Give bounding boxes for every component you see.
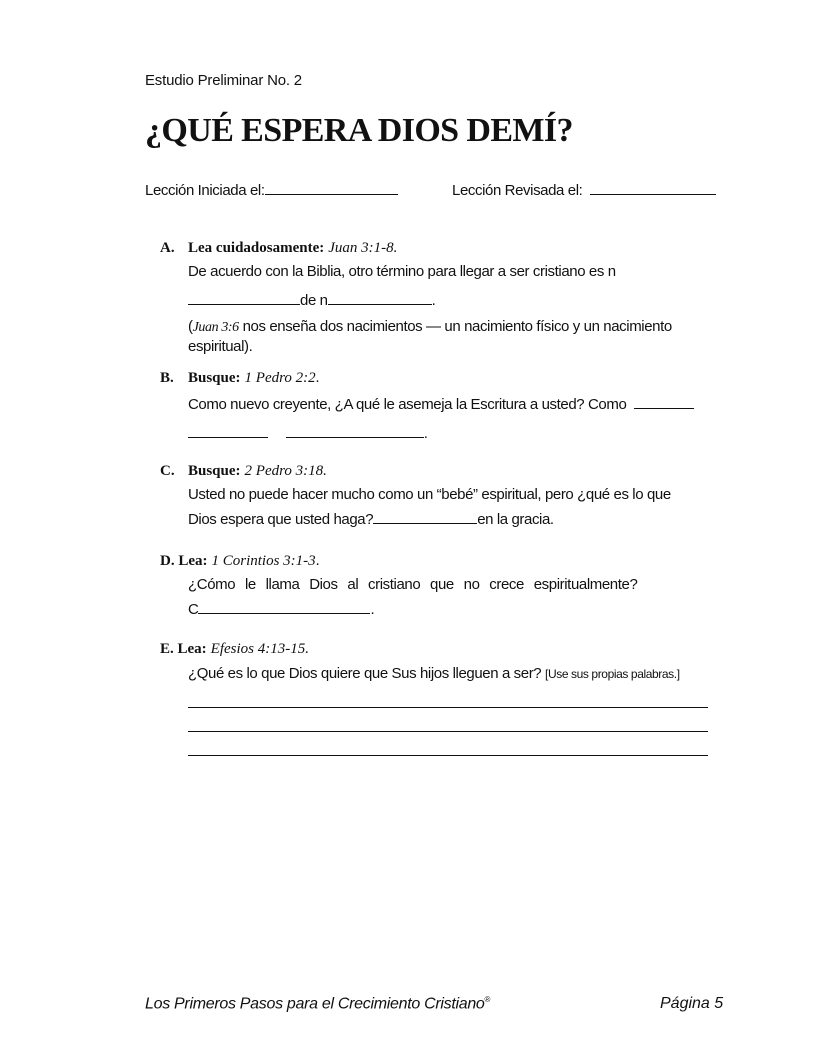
lesson-started-row [145, 180, 398, 199]
answer-blank[interactable] [188, 290, 300, 305]
answer-line[interactable] [188, 731, 708, 732]
page-number: Página 5 [660, 995, 724, 1012]
answer-blank[interactable] [634, 394, 694, 409]
section-c-heading [160, 463, 730, 480]
ref-period: . [315, 370, 320, 386]
section-b-heading [160, 370, 730, 387]
section-a [160, 240, 730, 356]
section-verb: Busque: [188, 463, 241, 479]
section-c-question: Usted no puede hacer mucho como un “bebé” espiritual, pero ¿qué es lo que [188, 486, 671, 503]
answer-period: . [431, 292, 436, 309]
question-text: ¿Qué es lo que Dios quiere que Sus hijos lleguen a ser? [188, 665, 542, 682]
section-letter: C. [160, 463, 175, 479]
section-a-note [188, 317, 730, 356]
lesson-revised-label: Lección Revisada el: [452, 182, 583, 199]
page-title: ¿QUÉ ESPERA DIOS DEMÍ? [145, 112, 573, 149]
section-verb: D. Lea: [160, 553, 208, 569]
answer-prefix: C [188, 601, 199, 618]
section-b-answer-row [188, 423, 730, 443]
answer-suffix: en la gracia. [477, 511, 554, 528]
section-c [160, 463, 730, 529]
section-verb: E. Lea: [160, 641, 207, 657]
study-subtitle: Estudio Preliminar No. 2 [145, 72, 302, 89]
instruction-note: [Use sus propias palabras.] [545, 667, 680, 681]
registered-mark: ® [484, 995, 491, 1004]
section-d-answer-row [188, 599, 730, 619]
section-b [160, 370, 730, 443]
section-letter: B. [160, 370, 174, 386]
answer-line[interactable] [188, 707, 708, 708]
section-b-question [188, 394, 730, 414]
section-d-heading [160, 553, 730, 570]
answer-blank[interactable] [373, 509, 477, 524]
lesson-revised-row [452, 180, 716, 199]
answer-blank[interactable] [286, 423, 424, 438]
section-e [160, 641, 730, 684]
section-d [160, 553, 730, 619]
scripture-reference: Juan 3:6 [192, 320, 239, 335]
question-text: Como nuevo creyente, ¿A qué le asemeja la Escritura a usted? Como [188, 396, 627, 413]
answer-period: . [423, 425, 428, 442]
section-a-heading [160, 240, 730, 257]
section-e-heading [160, 641, 730, 658]
lesson-revised-blank[interactable] [590, 180, 716, 195]
lesson-started-label: Lección Iniciada el: [145, 182, 265, 199]
answer-blank[interactable] [328, 290, 432, 305]
section-a-question: De acuerdo con la Biblia, otro término para llegar a ser cristiano es n [188, 263, 616, 280]
note-text: nos enseña dos nacimientos — un nacimiento físico y un nacimiento espiritual). [188, 318, 672, 355]
section-e-question [188, 664, 730, 684]
scripture-reference: 1 Pedro 2:2 [244, 370, 316, 386]
paren-open: ( [188, 318, 193, 335]
question-text: Dios espera que usted haga? [188, 511, 374, 528]
book-title: Los Primeros Pasos para el Crecimiento Cristiano [145, 995, 485, 1013]
section-d-question: ¿Cómo le llama Dios al cristiano que no crece espiritualmente? [188, 576, 638, 593]
scripture-reference: 2 Pedro 3:18. [244, 463, 327, 479]
footer-book-title [145, 995, 490, 1013]
section-a-answer-row [188, 290, 730, 310]
lesson-started-blank[interactable] [265, 180, 398, 195]
section-verb: Lea cuidadosamente: [188, 240, 325, 256]
scripture-reference: 1 Corintios 3:1-3 [211, 553, 316, 569]
section-verb: Busque: [188, 370, 241, 386]
section-c-answer-row [188, 509, 730, 529]
answer-blank[interactable] [198, 599, 370, 614]
scripture-reference: Efesios 4:13-15. [210, 641, 309, 657]
answer-period: . [370, 601, 375, 618]
ref-period: . [315, 553, 320, 569]
scripture-reference: Juan 3:1-8. [328, 240, 398, 256]
answer-blank[interactable] [188, 423, 268, 438]
answer-connector: de n [300, 292, 328, 309]
section-letter: A. [160, 240, 175, 256]
answer-line[interactable] [188, 755, 708, 756]
